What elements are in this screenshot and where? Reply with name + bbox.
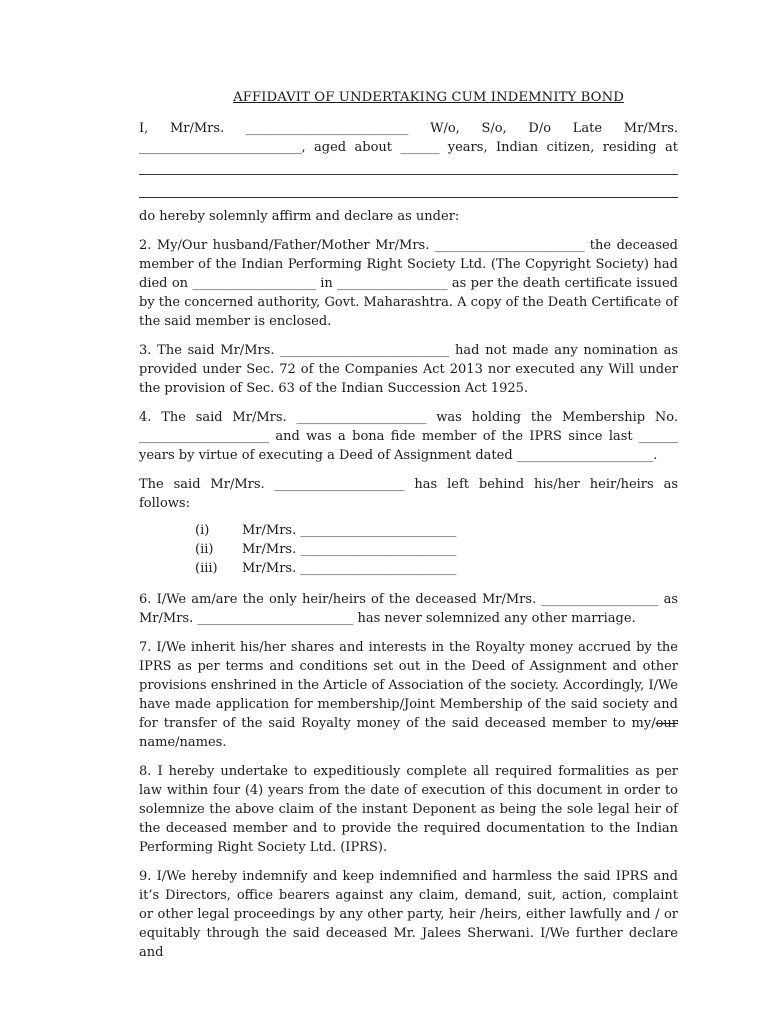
paragraph-9: 9. I/We hereby indemnify and keep indemnified and harmless the said IPRS and it’s Directors, office bearers against any claim, demand, suit, action, complaint or other legal proceedings by any other party, heir /heirs, either lawfully and / or equitably through the said deceased Mr. Jalees Sherwani. I/We further declare and [139, 869, 678, 960]
list-item [195, 559, 678, 578]
heir-number: (i) [195, 523, 210, 538]
paragraph-6: 6. I/We am/are the only heir/heirs of the deceased Mr/Mrs. __________________ as Mr/Mrs. ________________________ has never solemnized any other marriage. [139, 592, 678, 626]
paragraph-heirs-intro: The said Mr/Mrs. ____________________ has left behind his/her heir/heirs as follows: [139, 477, 678, 511]
struck-word: our [655, 716, 678, 731]
heir-name-field: Mr/Mrs. ________________________ [242, 523, 457, 538]
paragraph-7 [139, 638, 678, 752]
heir-number: (ii) [195, 542, 214, 557]
paragraph-7-text: 7. I/We inherit his/her shares and interests in the Royalty money accrued by the IPRS as per terms and conditions set out in the Deed of Assignment and other provisions enshrined in the Article of Association of the society. Accordingly, I/We have made application for membership/Joint Membership of the said society and for transfer of the said Royalty money of the said deceased member to my/ [139, 640, 678, 731]
intro-line-1: I, Mr/Mrs. _________________________ W/o, S/o, D/o Late Mr/Mrs. [139, 121, 678, 136]
list-item [195, 540, 678, 559]
paragraph-7-end: name/names. [139, 735, 227, 750]
list-item [195, 521, 678, 540]
heir-number: (iii) [195, 561, 218, 576]
heir-name-field: Mr/Mrs. ________________________ [242, 561, 457, 576]
blank-address-line-1 [139, 161, 678, 175]
intro-line-2: _________________________, aged about ______ years, Indian citizen, residing at [139, 140, 678, 155]
intro-declaration: do hereby solemnly affirm and declare as under: [139, 209, 460, 224]
paragraph-4: 4. The said Mr/Mrs. ____________________ was holding the Membership No. ____________________ and was a bona fide member of the IPRS since last ______ years by virtue of executing a Deed of Assignment dated _____________________. [139, 410, 678, 463]
paragraph-2: 2. My/Our husband/Father/Mother Mr/Mrs. _______________________ the deceased member of the Indian Performing Right Society Ltd. (The Copyright Society) had died on ___________________ in _________________ as per the death certificate issued by the concerned authority, Govt. Maharashtra. A copy of the Death Certificate of the said member is enclosed. [139, 238, 678, 329]
heir-name-field: Mr/Mrs. ________________________ [242, 542, 457, 557]
heirs-list [195, 521, 678, 578]
blank-address-line-2 [139, 184, 678, 198]
document-title: AFFIDAVIT OF UNDERTAKING CUM INDEMNITY BOND [233, 90, 624, 105]
paragraph-3: 3. The said Mr/Mrs. __________________________ had not made any nomination as provided under Sec. 72 of the Companies Act 2013 nor executed any Will under the provision of Sec. 63 of the Indian Succession Act 1925. [139, 343, 678, 396]
paragraph-8: 8. I hereby undertake to expeditiously complete all required formalities as per law within four (4) years from the date of execution of this document in order to solemnize the above claim of the instant Deponent as being the sole legal heir of the deceased member and to provide the required documentation to the Indian Performing Right Society Ltd. (IPRS). [139, 764, 678, 855]
